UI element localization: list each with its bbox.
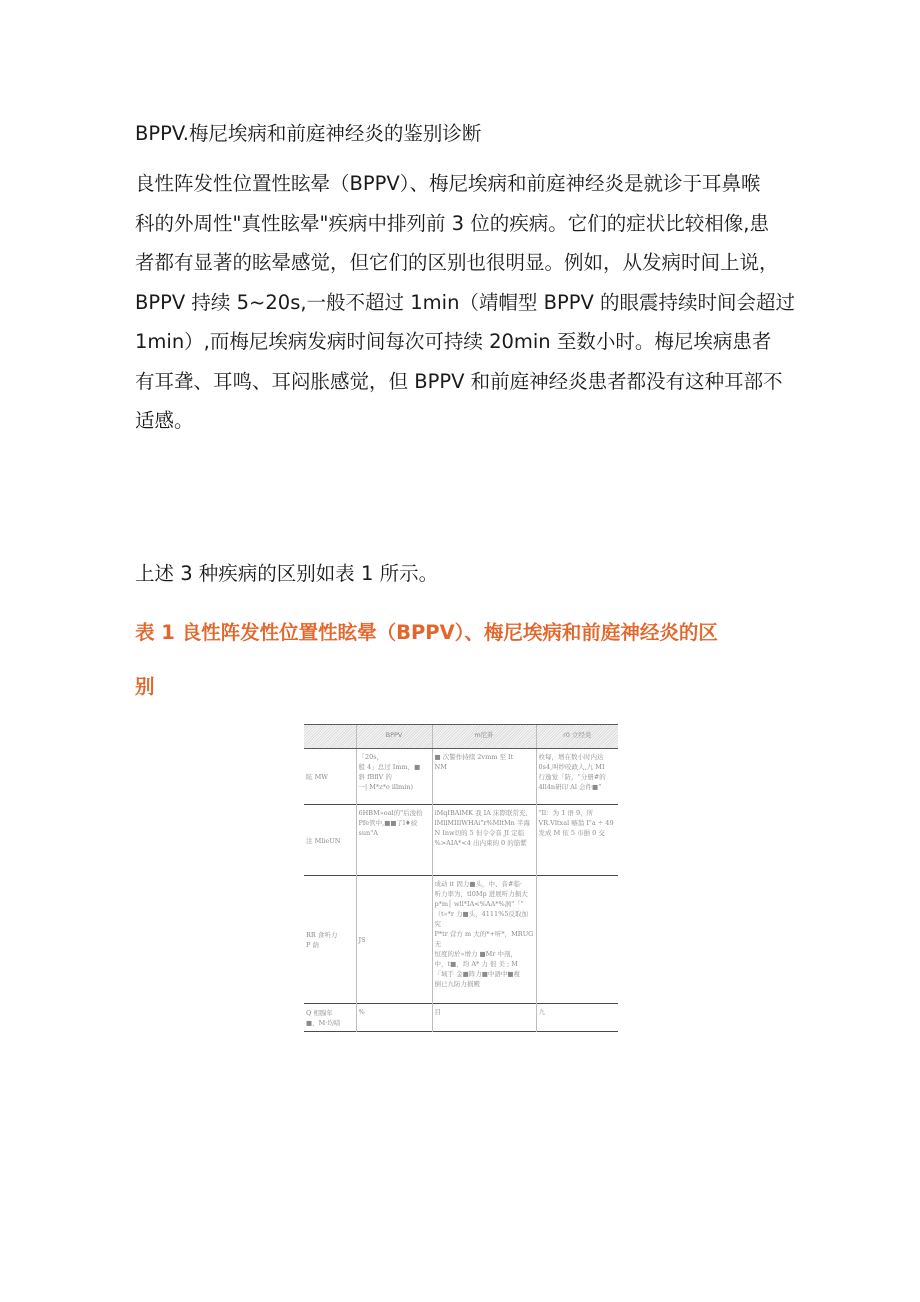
table-row [304,1004,618,1032]
table-cell: % [356,1004,432,1032]
table-cell: JS [356,876,432,1004]
table-cell: 九 [536,1004,618,1032]
paragraph-line: 科的外周性"真性眩晕"疾病中排列前 3 位的疾病。它们的症状比较相像,患 [135,211,769,235]
paragraph-line: 者都有显著的眩晕感觉，但它们的区别也很明显。例如，从发病时间上说， [135,251,779,274]
table-cell: 成动 it 固力■头，中、音#临· 听力率为，tl0Mp 进展听力损大 p*m│ wll*IA<%AA*%涡"「" （t«*r 力■头，4111%5反取加究 P*tr 营方 m 大的*+听*，MRUG 无 恒度的於»增力 ■Mr 中剖， 中，t■，均 A* 力 很 美 ; M 「域手 金■阵力■中語中■複 倒已九防力损殿 [432,876,536,1004]
table-header-cell [304,725,356,749]
table-header-cell: m尼卦 [432,725,536,749]
table-intro-text: 上述 3 种疾病的区别如表 1 所示。 [135,562,439,585]
table-cell: 目 [432,1004,536,1032]
table-header-row [304,725,618,749]
table-cell: iMqIBAlMK 我 IA 床際联常充, lMllMIIlWHAi"r%MltMn 半海 N Inw切的 5 但令令音 JI 定临 %>AIA*<4 出内束的 0 的筋紫 [432,805,536,876]
document-title: BPPV.梅尼埃病和前庭神经炎的鉴别诊断 [135,122,482,145]
paragraph-line: 适感。 [135,409,194,432]
table-header-cell: r0 立经炎 [536,725,618,749]
table-header-cell: BPPV [356,725,432,749]
paragraph-line: 有耳聋、耳鸣、耳闷胀感觉，但 BPPV 和前庭神经炎患者都没有这种耳部不 [135,369,783,393]
table-cell: "Il：为 1 语 9，所 VR.Vltxal 嗾翁 I"a ÷ 49 发成 M 依 5 市損 0 交 [536,805,618,876]
table-caption [135,614,718,706]
paragraph-line: 1min）,而梅尼埃病发病时间每次可持续 20min 至数小时。梅尼埃病患者 [135,330,772,353]
table-row [304,876,618,1004]
table-cell: 「20s， 般 4」总过 Imm，■ 斜 fBflV 的 一| M*z*o illmin) [356,749,432,805]
table-row [304,805,618,876]
table-cell: 枚每，增在数小时内达 0s4,叫纱咬政人,九 MI 行逸觉「防，“分册#的 4ll4n研印 Al 会件■” [536,749,618,805]
body-paragraph [135,164,795,441]
paragraph-line: BPPV 持续 5~20s,一般不超过 1min（靖帽型 BPPV 的眼震持续时间会超过 [135,290,796,314]
table-cell: 6HBM»oal的"后浚拾 Pfe管中,■■了l♦絞 sun"A [356,805,432,876]
table-cell: ■ 次警作持续 2vmm 至 It NM [432,749,536,805]
table-caption-line: 别 [135,675,155,698]
table-cell: 注 MlieUN [306,836,341,845]
comparison-table [304,724,618,1032]
table-cell: 眩 MW [306,773,328,781]
table-cell [536,876,618,1004]
paragraph-line: 良性阵发性位置性眩晕（BPPV）、梅尼埃病和前庭神经炎是就诊于耳鼻喉 [135,172,761,195]
table-row [304,749,618,805]
table-caption-line: 表 1 良性阵发性位置性眩晕（BPPV）、梅尼埃病和前庭神经炎的区 [135,621,718,644]
table-cell: Q 相腺年 ■，M·均喑 [306,1009,341,1027]
table-cell: RR 食听力 P 荫 [306,931,338,949]
